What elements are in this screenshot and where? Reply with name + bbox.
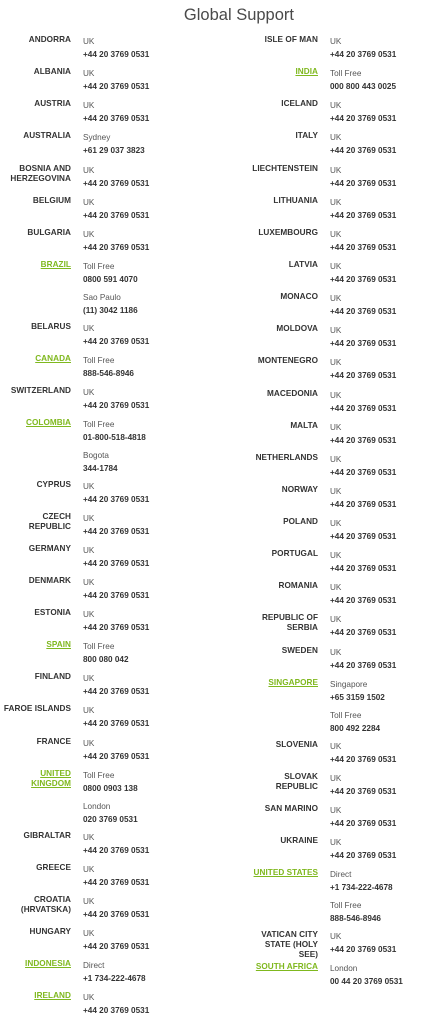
contact-location: UK (330, 230, 342, 239)
contact-location: UK (83, 865, 95, 874)
country-name-latvia: LATVIA (288, 260, 318, 269)
phone-number: +44 20 3769 0531 (83, 910, 150, 919)
country-name-malta: MALTA (290, 421, 318, 430)
contact-entry (83, 640, 129, 666)
contact-entry (83, 449, 118, 475)
phone-number: 00 44 20 3769 0531 (330, 977, 403, 986)
contact-entry (330, 389, 396, 415)
phone-number: 01-800-518-4818 (83, 433, 146, 442)
country-name-faroe-islands: FAROE ISLANDS (3, 704, 71, 713)
contact-entry (83, 322, 149, 348)
contact-location: UK (83, 482, 95, 491)
contact-location: UK (83, 610, 95, 619)
country-name-france: FRANCE (36, 737, 71, 746)
phone-number: +44 20 3769 0531 (83, 719, 150, 728)
contact-location: UK (83, 546, 95, 555)
contact-location: Toll Free (330, 69, 362, 78)
contact-location: UK (83, 101, 95, 110)
phone-number: +44 20 3769 0531 (330, 755, 397, 764)
phone-number: 000 800 443 0025 (330, 82, 397, 91)
contact-entry (83, 927, 149, 953)
phone-number: +44 20 3769 0531 (330, 436, 397, 445)
country-name-romania: ROMANIA (278, 581, 318, 590)
country-name-andorra: ANDORRA (28, 35, 71, 44)
contact-location: UK (83, 37, 95, 46)
contact-location: UK (330, 166, 342, 175)
contact-entry (83, 35, 149, 61)
contact-entry (330, 868, 393, 894)
contact-entry (83, 228, 149, 254)
phone-number: +44 20 3769 0531 (83, 687, 150, 696)
contact-entry (330, 962, 403, 988)
country-name-macedonia: MACEDONIA (267, 389, 318, 398)
contact-location: UK (83, 993, 95, 1002)
contact-location: UK (330, 806, 342, 815)
country-name-belarus: BELARUS (31, 322, 71, 331)
contact-location: UK (330, 742, 342, 751)
phone-number: +44 20 3769 0531 (330, 243, 397, 252)
page-title: Global Support (183, 6, 294, 24)
country-name-belgium: BELGIUM (32, 196, 71, 205)
country-name-netherlands: NETHERLANDS (255, 453, 318, 462)
contact-entry (83, 164, 149, 190)
contact-location: UK (83, 69, 95, 78)
contact-location: Toll Free (83, 420, 115, 429)
contact-location: UK (330, 487, 342, 496)
contact-location: UK (83, 578, 95, 587)
phone-number: +44 20 3769 0531 (83, 942, 150, 951)
phone-number: +44 20 3769 0531 (83, 337, 150, 346)
phone-number: 0800 0903 138 (83, 784, 138, 793)
contact-location: Toll Free (330, 901, 362, 910)
contact-location: Direct (83, 961, 105, 970)
country-name-ukraine: UKRAINE (280, 836, 318, 845)
contact-entry (83, 418, 146, 444)
phone-number: +44 20 3769 0531 (330, 851, 397, 860)
contact-entry (330, 421, 396, 447)
contact-entry (330, 453, 396, 479)
phone-number: +44 20 3769 0531 (83, 623, 150, 632)
country-name-hungary: HUNGARY (29, 927, 71, 936)
country-name-czech-republic: CZECH REPUBLIC (28, 512, 71, 531)
contact-entry (330, 164, 396, 190)
contact-location: UK (83, 739, 95, 748)
phone-number: 800 080 042 (83, 655, 129, 664)
contact-entry (83, 512, 149, 538)
country-name-south-africa[interactable]: SOUTH AFRICA (255, 962, 318, 971)
phone-number: +44 20 3769 0531 (330, 532, 397, 541)
phone-number: +44 20 3769 0531 (83, 179, 150, 188)
contact-entry (83, 895, 149, 921)
phone-number: +44 20 3769 0531 (330, 211, 397, 220)
contact-location: UK (330, 551, 342, 560)
contact-entry (330, 549, 396, 575)
contact-entry (83, 991, 149, 1017)
contact-entry (83, 800, 138, 826)
country-name-united-states[interactable]: UNITED STATES (253, 868, 318, 877)
country-name-germany: GERMANY (28, 544, 71, 553)
contact-location: Bogota (83, 451, 109, 460)
contact-location: UK (83, 929, 95, 938)
phone-number: +1 734-222-4678 (83, 974, 146, 983)
country-name-denmark: DENMARK (28, 576, 71, 585)
contact-location: London (330, 964, 358, 973)
country-name-greece: GREECE (36, 863, 71, 872)
contact-location: Sao Paulo (83, 293, 121, 302)
country-name-estonia: ESTONIA (34, 608, 71, 617)
country-name-slovenia: SLOVENIA (275, 740, 318, 749)
contact-entry (83, 480, 149, 506)
phone-number: 800 492 2284 (330, 724, 381, 733)
contact-entry (330, 356, 396, 382)
country-name-india[interactable]: INDIA (295, 67, 318, 76)
contact-entry (83, 354, 134, 380)
phone-number: 888-546-8946 (330, 914, 381, 923)
country-name-colombia[interactable]: COLOMBIA (26, 418, 71, 427)
contact-entry (330, 292, 396, 318)
contact-entry (330, 740, 396, 766)
country-name-canada[interactable]: CANADA (35, 354, 71, 363)
phone-number: +44 20 3769 0531 (330, 596, 397, 605)
contact-entry (330, 260, 396, 286)
country-name-sweden: SWEDEN (281, 646, 318, 655)
phone-number: +65 3159 1502 (330, 693, 385, 702)
contact-location: UK (330, 774, 342, 783)
contact-location: UK (330, 455, 342, 464)
country-name-australia: AUSTRALIA (23, 131, 71, 140)
contact-location: UK (330, 37, 342, 46)
contact-location: UK (330, 615, 342, 624)
country-name-bosnia-and-herzegovina: BOSNIA AND HERZEGOVINA (10, 164, 71, 183)
contact-location: UK (330, 423, 342, 432)
contact-entry (330, 930, 396, 956)
phone-number: +44 20 3769 0531 (83, 591, 150, 600)
contact-entry (83, 737, 149, 763)
phone-number: 0800 591 4070 (83, 275, 138, 284)
phone-number: +44 20 3769 0531 (330, 500, 397, 509)
contact-location: Toll Free (83, 262, 115, 271)
phone-number: +1 734-222-4678 (330, 883, 393, 892)
phone-number: +44 20 3769 0531 (330, 628, 397, 637)
contact-entry (330, 485, 396, 511)
country-name-switzerland: SWITZERLAND (10, 386, 71, 395)
contact-entry (83, 576, 149, 602)
country-name-italy: ITALY (295, 131, 318, 140)
phone-number: +44 20 3769 0531 (330, 371, 397, 380)
country-name-luxembourg: LUXEMBOURG (258, 228, 318, 237)
contact-entry (330, 67, 396, 93)
contact-entry (330, 196, 396, 222)
phone-number: +44 20 3769 0531 (330, 404, 397, 413)
phone-number: 888-546-8946 (83, 369, 134, 378)
country-name-vatican-city-state-holy-see: VATICAN CITY STATE (HOLY SEE) (261, 930, 318, 959)
contact-entry (83, 196, 149, 222)
phone-number: +44 20 3769 0531 (83, 878, 150, 887)
contact-location: UK (83, 198, 95, 207)
contact-entry (330, 709, 380, 735)
country-name-monaco: MONACO (280, 292, 318, 301)
country-name-united-kingdom[interactable]: UNITED KINGDOM (31, 769, 71, 788)
phone-number: +44 20 3769 0531 (83, 752, 150, 761)
contact-location: UK (330, 519, 342, 528)
country-name-liechtenstein: LIECHTENSTEIN (252, 164, 318, 173)
contact-entry (330, 99, 396, 125)
country-name-albania: ALBANIA (33, 67, 71, 76)
country-name-iceland: ICELAND (281, 99, 318, 108)
contact-entry (330, 131, 396, 157)
contact-location: UK (83, 166, 95, 175)
phone-number: +44 20 3769 0531 (83, 50, 150, 59)
phone-number: +44 20 3769 0531 (330, 339, 397, 348)
contact-entry (83, 769, 138, 795)
phone-number: 020 3769 0531 (83, 815, 138, 824)
country-name-austria: AUSTRIA (34, 99, 71, 108)
contact-entry (83, 959, 146, 985)
phone-number: +44 20 3769 0531 (330, 564, 397, 573)
contact-location: UK (83, 897, 95, 906)
phone-number: +44 20 3769 0531 (330, 819, 397, 828)
phone-number: +44 20 3769 0531 (330, 787, 397, 796)
country-name-spain[interactable]: SPAIN (46, 640, 71, 649)
contact-entry (83, 831, 149, 857)
country-name-norway: NORWAY (281, 485, 318, 494)
contact-location: UK (330, 932, 342, 941)
contact-location: UK (330, 262, 342, 271)
contact-location: Singapore (330, 680, 368, 689)
country-name-brazil[interactable]: BRAZIL (40, 260, 71, 269)
phone-number: +44 20 3769 0531 (83, 243, 150, 252)
contact-entry (83, 672, 149, 698)
phone-number: +44 20 3769 0531 (330, 945, 397, 954)
contact-location: UK (330, 583, 342, 592)
phone-number: +44 20 3769 0531 (330, 146, 397, 155)
country-name-portugal: PORTUGAL (271, 549, 318, 558)
contact-location: UK (330, 391, 342, 400)
contact-entry (83, 608, 149, 634)
contact-entry (83, 260, 138, 286)
country-name-republic-of-serbia: REPUBLIC OF SERBIA (261, 613, 318, 632)
country-name-finland: FINLAND (34, 672, 71, 681)
contact-location: UK (83, 833, 95, 842)
contact-entry (330, 804, 396, 830)
country-name-slovak-republic: SLOVAK REPUBLIC (275, 772, 318, 791)
country-name-montenegro: MONTENEGRO (257, 356, 318, 365)
country-name-ireland[interactable]: IRELAND (34, 991, 71, 1000)
contact-entry (330, 899, 381, 925)
phone-number: 344-1784 (83, 464, 118, 473)
contact-entry (83, 386, 149, 412)
contact-location: Sydney (83, 133, 111, 142)
contact-location: Direct (330, 870, 352, 879)
phone-number: +44 20 3769 0531 (330, 307, 397, 316)
country-name-singapore[interactable]: SINGAPORE (268, 678, 318, 687)
contact-entry (330, 517, 396, 543)
phone-number: +44 20 3769 0531 (330, 661, 397, 670)
phone-number: +44 20 3769 0531 (83, 82, 150, 91)
phone-number: +44 20 3769 0531 (330, 275, 397, 284)
phone-number: (11) 3042 1186 (83, 306, 138, 315)
country-name-moldova: MOLDOVA (276, 324, 318, 333)
contact-location: UK (330, 326, 342, 335)
phone-number: +44 20 3769 0531 (330, 50, 397, 59)
contact-entry (83, 704, 149, 730)
country-name-indonesia[interactable]: INDONESIA (25, 959, 71, 968)
contact-location: UK (330, 101, 342, 110)
country-name-cyprus: CYPRUS (36, 480, 71, 489)
contact-location: UK (83, 514, 95, 523)
phone-number: +61 29 037 3823 (83, 146, 145, 155)
country-name-lithuania: LITHUANIA (273, 196, 318, 205)
contact-entry (330, 228, 396, 254)
contact-entry (83, 67, 149, 93)
country-name-poland: POLAND (283, 517, 318, 526)
contact-location: London (83, 802, 111, 811)
phone-number: +44 20 3769 0531 (83, 559, 150, 568)
country-name-gibraltar: GIBRALTAR (23, 831, 71, 840)
contact-location: UK (330, 294, 342, 303)
contact-location: UK (83, 706, 95, 715)
phone-number: +44 20 3769 0531 (330, 468, 397, 477)
phone-number: +44 20 3769 0531 (330, 179, 397, 188)
contact-location: UK (330, 838, 342, 847)
phone-number: +44 20 3769 0531 (83, 401, 150, 410)
contact-entry (330, 678, 385, 704)
contact-location: UK (83, 674, 95, 683)
contact-location: Toll Free (83, 356, 115, 365)
phone-number: +44 20 3769 0531 (83, 211, 150, 220)
contact-location: UK (330, 198, 342, 207)
contact-entry (83, 99, 149, 125)
contact-location: UK (83, 324, 95, 333)
contact-entry (83, 863, 149, 889)
contact-entry (330, 646, 396, 672)
contact-entry (83, 131, 145, 157)
contact-entry (330, 324, 396, 350)
contact-location: UK (83, 230, 95, 239)
contact-entry (330, 613, 396, 639)
contact-location: UK (330, 648, 342, 657)
country-name-isle-of-man: ISLE OF MAN (264, 35, 318, 44)
phone-number: +44 20 3769 0531 (330, 114, 397, 123)
contact-entry (330, 772, 396, 798)
contact-entry (330, 35, 396, 61)
contact-entry (83, 291, 138, 317)
phone-number: +44 20 3769 0531 (83, 1006, 150, 1015)
country-name-croatia-hrvatska: CROATIA (HRVATSKA) (20, 895, 71, 914)
contact-location: Toll Free (83, 642, 115, 651)
contact-location: UK (330, 358, 342, 367)
phone-number: +44 20 3769 0531 (83, 846, 150, 855)
contact-entry (330, 836, 396, 862)
country-name-bulgaria: BULGARIA (27, 228, 71, 237)
contact-entry (330, 581, 396, 607)
phone-number: +44 20 3769 0531 (83, 495, 150, 504)
contact-location: Toll Free (330, 711, 362, 720)
phone-number: +44 20 3769 0531 (83, 527, 150, 536)
country-name-san-marino: SAN MARINO (264, 804, 318, 813)
contact-location: UK (83, 388, 95, 397)
phone-number: +44 20 3769 0531 (83, 114, 150, 123)
contact-location: Toll Free (83, 771, 115, 780)
contact-location: UK (330, 133, 342, 142)
contact-entry (83, 544, 149, 570)
